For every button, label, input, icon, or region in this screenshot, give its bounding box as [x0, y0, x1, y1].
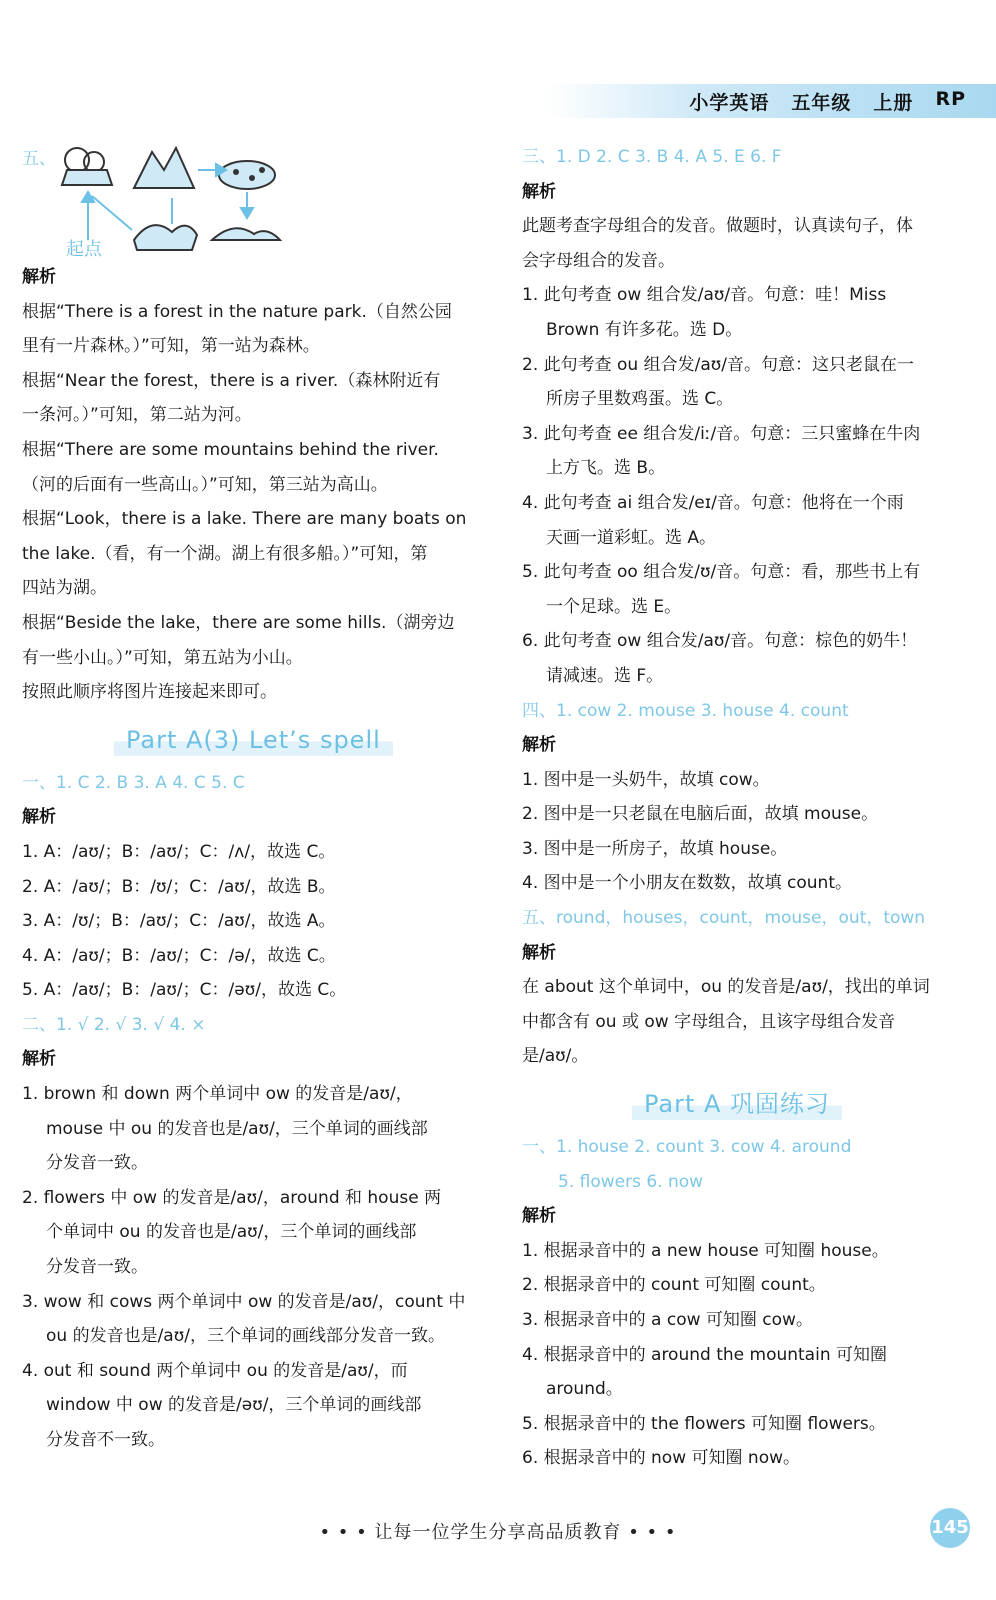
river-icon	[134, 225, 197, 250]
analysis-line: 个单词中 ou 的发音也是/aʊ/，三个单词的画线部	[46, 1222, 417, 1243]
analysis-line: 根据“Look，there is a lake. There are many boats on	[22, 509, 467, 530]
section4-answers: 四、1. cow 2. mouse 3. house 4. count	[522, 700, 849, 721]
subject: 小学英语	[689, 92, 770, 114]
grade: 五年级	[791, 92, 852, 114]
analysis-line: 根据“Near the forest，there is a river.（森林附近有	[22, 370, 441, 391]
analysis-line: Brown 有许多花。选 D。	[546, 319, 743, 340]
analysis-line: 1. brown 和 down 两个单词中 ow 的发音是/aʊ/，	[22, 1084, 413, 1105]
analysis-line: 按照此顺序将图片连接起来即可。	[22, 682, 277, 703]
analysis-line: 5. A：/aʊ/；B：/aʊ/；C：/əʊ/，故选 C。	[22, 980, 347, 1001]
analysis-line: 四站为湖。	[22, 578, 107, 599]
part-title: Part A(3) Let’s spell	[114, 724, 393, 756]
analysis-line: 一个足球。选 E。	[546, 596, 682, 617]
analysis-line: 是/aʊ/。	[522, 1046, 589, 1067]
section3-answers: 三、1. D 2. C 3. B 4. A 5. E 6. F	[522, 147, 782, 167]
analysis-line: 1. 此句考查 ow 组合发/aʊ/音。句意：哇！Miss	[522, 285, 887, 306]
section5-label: 五、	[22, 149, 56, 169]
analysis-line: 中都含有 ou 或 ow 字母组合，且该字母组合发音	[522, 1011, 896, 1032]
analysis-line: 4. out 和 sound 两个单词中 ou 的发音是/aʊ/，而	[22, 1360, 408, 1381]
analysis-line: 根据“Beside the lake，there are some hills.（湖旁边	[22, 612, 455, 633]
analysis-line: 5. 根据录音中的 the flowers 可知圈 flowers。	[522, 1413, 886, 1434]
right-column	[522, 140, 978, 1476]
analysis-line: 4. 图中是一个小朋友在数数，故填 count。	[522, 873, 852, 894]
analysis-line: 3. 根据录音中的 a cow 可知圈 cow。	[522, 1310, 813, 1330]
analysis-line: 在 about 这个单词中，ou 的发音是/aʊ/，找出的单词	[522, 977, 930, 998]
route-illustration	[22, 140, 482, 260]
analysis-line: 2. 根据录音中的 count 可知圈 count。	[522, 1275, 826, 1296]
book-header	[689, 88, 966, 115]
analysis-line: 3. A：/ʊ/；B：/aʊ/；C：/aʊ/，故选 A。	[22, 911, 336, 932]
edition: RP	[935, 88, 966, 110]
start-point-label: 起点	[66, 239, 102, 260]
analysis-line: 2. 图中是一只老鼠在电脑后面，故填 mouse。	[522, 804, 879, 825]
analysis-heading: 解析	[22, 267, 56, 287]
section5-analysis	[522, 970, 978, 1074]
part-title: Part A 巩固练习	[632, 1088, 842, 1120]
practice1-answers: 一、1. house 2. count 3. cow 4. around	[522, 1137, 852, 1158]
analysis-line: 2. 此句考查 ou 组合发/aʊ/音。句意：这只老鼠在一	[522, 354, 914, 375]
analysis-heading: 解析	[522, 181, 556, 202]
lake-icon	[219, 161, 275, 189]
analysis-line: 4. A：/aʊ/；B：/aʊ/；C：/ə/，故选 C。	[22, 945, 336, 966]
analysis-line: 会字母组合的发音。	[522, 250, 675, 271]
analysis-line: 2. A：/aʊ/；B：/ʊ/；C：/aʊ/，故选 B。	[22, 876, 336, 897]
analysis-heading: 解析	[22, 807, 56, 828]
practice1-answers-cont: 5. flowers 6. now	[558, 1171, 704, 1192]
analysis-line: ou 的发音也是/aʊ/，三个单词的画线部分发音一致。	[46, 1326, 445, 1347]
analysis-line: 上方飞。选 B。	[546, 458, 666, 479]
analysis-line: 1. A：/aʊ/；B：/aʊ/；C：/ʌ/，故选 C。	[22, 841, 336, 862]
analysis-line: 分发音一致。	[46, 1153, 148, 1174]
analysis-line: window 中 ow 的发音是/əʊ/，三个单词的画线部	[46, 1395, 422, 1416]
analysis-line: 所房子里数鸡蛋。选 C。	[546, 389, 734, 410]
analysis-heading: 解析	[522, 942, 556, 963]
page-number: 145	[930, 1508, 970, 1548]
analysis-line: 分发音一致。	[46, 1257, 148, 1278]
analysis-line: 1. 根据录音中的 a new house 可知圈 house。	[522, 1240, 889, 1261]
analysis-line: 根据“There is a forest in the nature park.（自然公园	[22, 301, 452, 322]
section1-analysis	[22, 835, 482, 1008]
forest-icon	[62, 148, 112, 185]
hills-icon	[212, 228, 280, 240]
analysis-line: 3. 图中是一所房子，故填 house。	[522, 838, 788, 859]
analysis-line: 分发音不一致。	[46, 1430, 165, 1450]
analysis-heading: 解析	[522, 1206, 556, 1227]
analysis-line: the lake.（看，有一个湖。湖上有很多船。）”可知，第	[22, 543, 428, 564]
section4-analysis	[522, 763, 978, 901]
analysis-line: 4. 此句考查 ai 组合发/eɪ/音。句意：他将在一个雨	[522, 492, 904, 513]
section2-analysis	[22, 1077, 482, 1458]
analysis-line: 3. 此句考查 ee 组合发/iː/音。句意：三只蜜蜂在牛肉	[522, 423, 921, 444]
section1-answers: 一、1. C 2. B 3. A 4. C 5. C	[22, 772, 245, 793]
section5-analysis	[22, 295, 482, 710]
left-column	[22, 140, 482, 1458]
analysis-line: mouse 中 ou 的发音也是/aʊ/，三个单词的画线部	[46, 1118, 428, 1139]
analysis-line: around。	[546, 1379, 623, 1400]
section2-answers: 二、1. √ 2. √ 3. √ 4. ×	[22, 1014, 206, 1035]
analysis-line: 1. 图中是一头奶牛，故填 cow。	[522, 769, 770, 790]
analysis-line: 3. wow 和 cows 两个单词中 ow 的发音是/aʊ/，count 中	[22, 1291, 466, 1312]
analysis-line: 里有一片森林。）”可知，第一站为森林。	[22, 336, 320, 357]
analysis-line: 6. 此句考查 ow 组合发/aʊ/音。句意：棕色的奶牛！	[522, 631, 918, 652]
analysis-line: 6. 根据录音中的 now 可知圈 now。	[522, 1448, 800, 1469]
analysis-line: 4. 根据录音中的 around the mountain 可知圈	[522, 1344, 888, 1365]
analysis-heading: 解析	[22, 1049, 56, 1070]
analysis-line: 一条河。）”可知，第二站为河。	[22, 405, 252, 426]
route-map-icon	[22, 140, 482, 260]
section5-answers: 五、round，houses，count，mouse，out，town	[522, 908, 926, 929]
analysis-line: 5. 此句考查 oo 组合发/ʊ/音。句意：看，那些书上有	[522, 562, 921, 583]
practice1-analysis	[522, 1234, 978, 1476]
section3-analysis	[522, 209, 978, 693]
analysis-line: （河的后面有一些高山。）”可知，第三站为高山。	[22, 474, 388, 495]
mountains-icon	[134, 148, 194, 188]
volume: 上册	[873, 92, 914, 114]
analysis-line: 根据“There are some mountains behind the river.	[22, 439, 439, 460]
analysis-line: 有一些小山。）”可知，第五站为小山。	[22, 647, 303, 668]
analysis-line: 天画一道彩虹。选 A。	[546, 527, 717, 548]
analysis-line: 2. flowers 中 ow 的发音是/aʊ/，around 和 house 两	[22, 1187, 442, 1208]
analysis-line: 此题考查字母组合的发音。做题时，认真读句子，体	[522, 216, 913, 237]
analysis-line: 请减速。选 F。	[546, 665, 664, 686]
footer-slogan: • • • 让每一位学生分享高品质教育 • • •	[319, 1522, 677, 1543]
analysis-heading: 解析	[522, 735, 556, 756]
